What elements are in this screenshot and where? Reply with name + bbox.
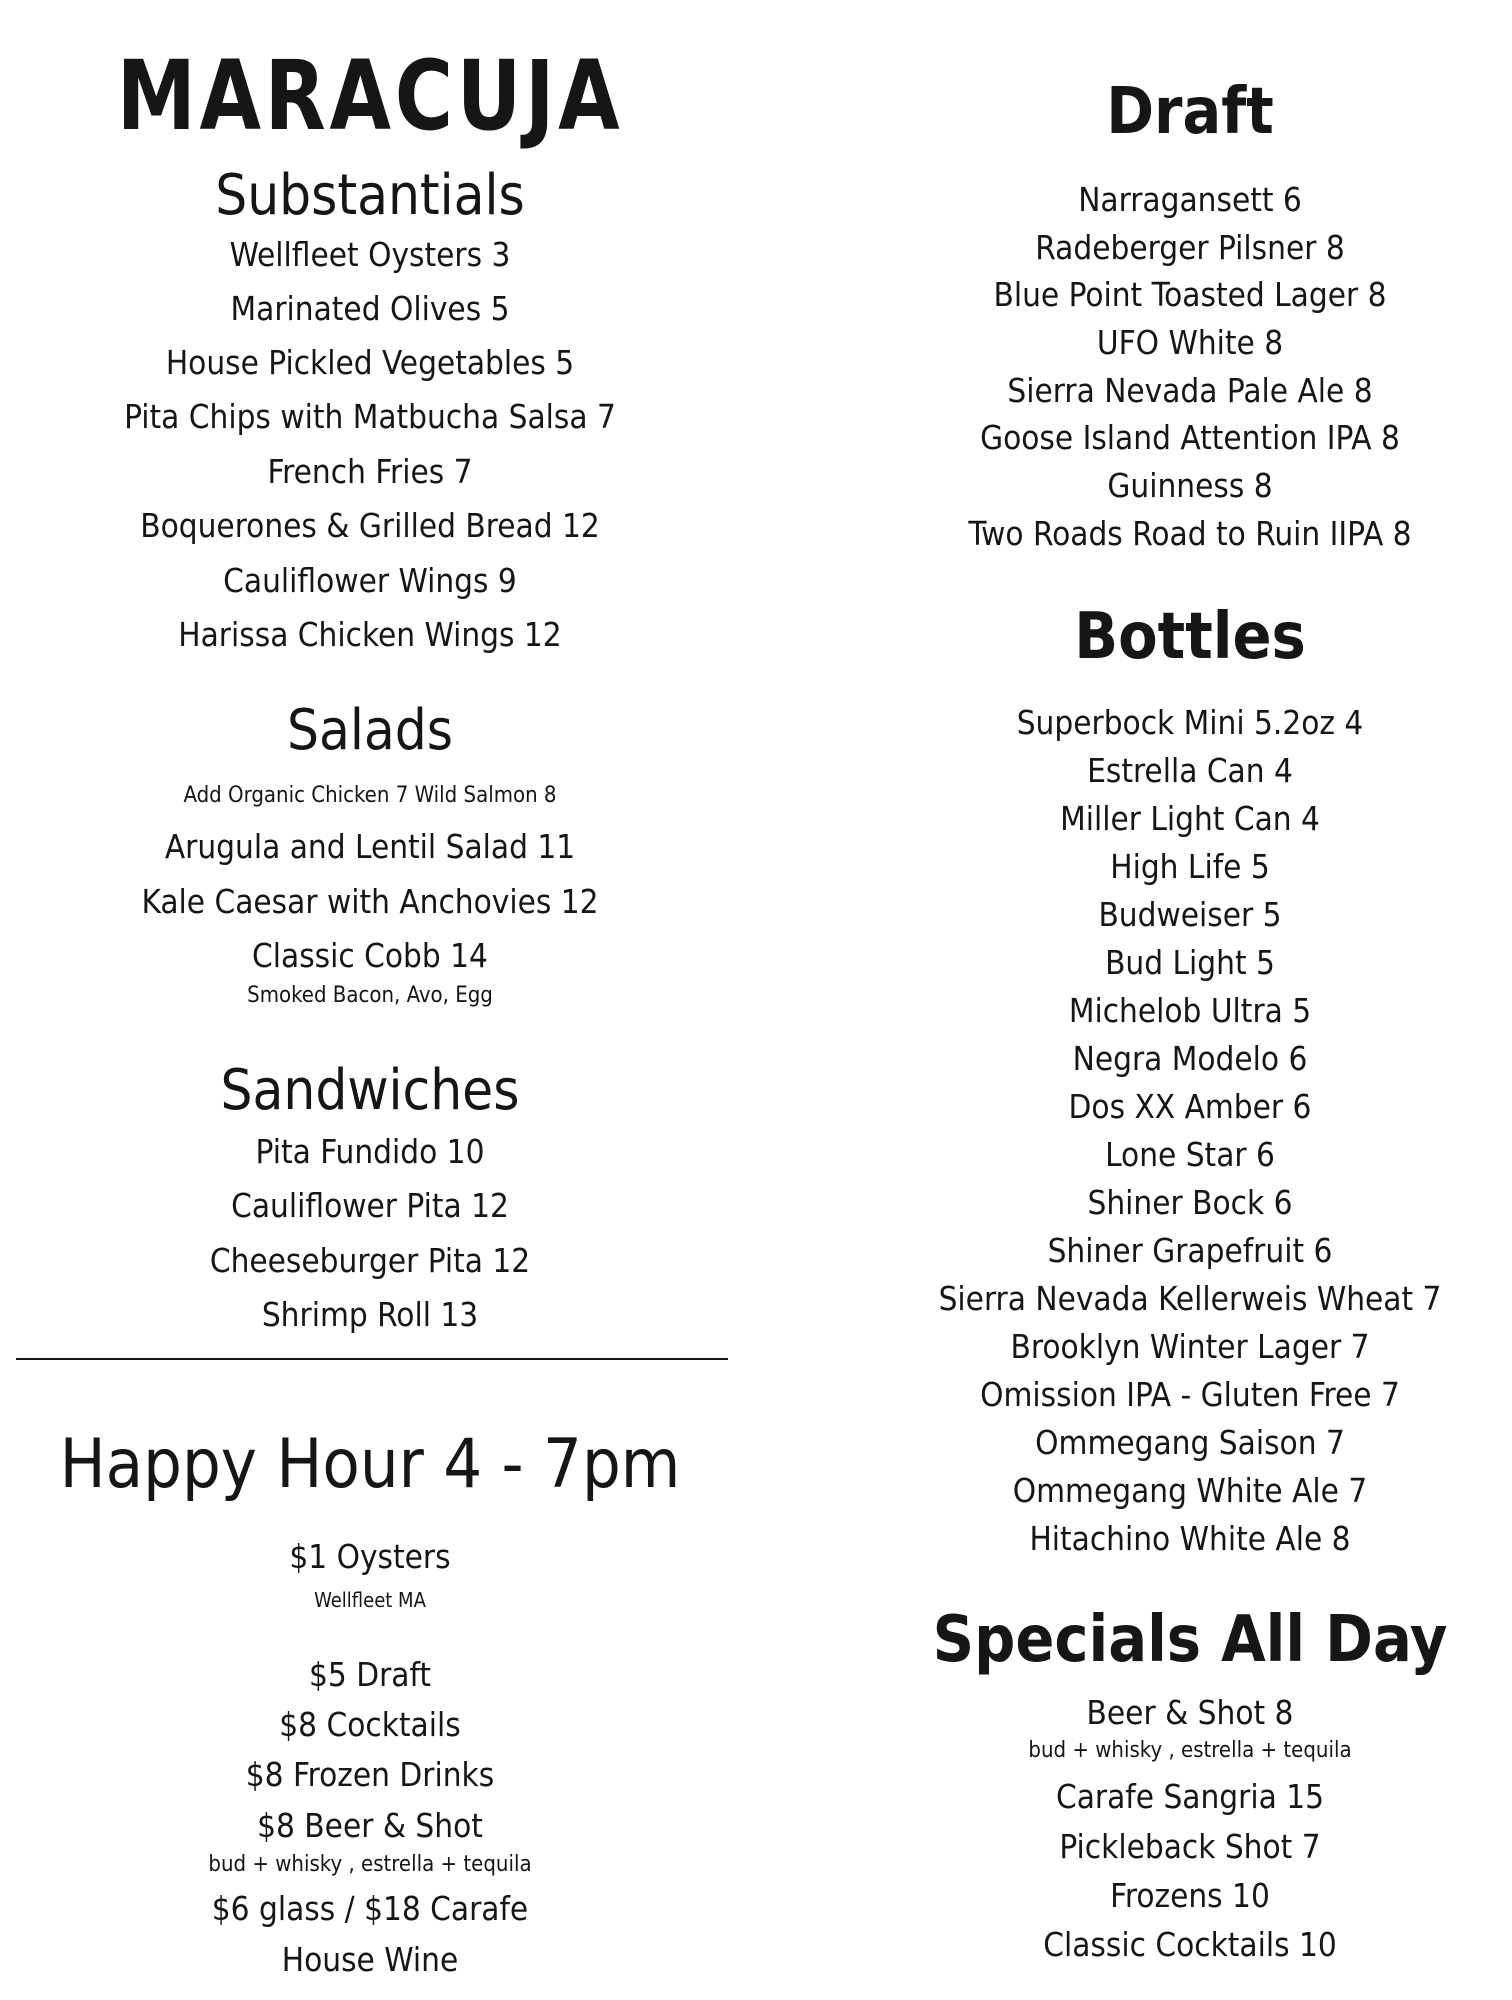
menu-item: Shiner Grapefruit 6 [1047, 1231, 1333, 1270]
menu-item: Classic Cobb 14 [252, 936, 488, 975]
menu-item: Narragansett 6 [1078, 180, 1302, 219]
menu-item: Frozens 10 [1110, 1876, 1270, 1915]
item-note: bud + whisky , estrella + tequila [208, 1852, 532, 1877]
item-note: bud + whisky , estrella + tequila [1028, 1738, 1352, 1763]
menu-item: Shiner Bock 6 [1087, 1183, 1293, 1222]
menu-item: Ommegang White Ale 7 [1012, 1471, 1368, 1510]
menu-item: $8 Cocktails [279, 1705, 461, 1744]
section-divider [16, 1358, 728, 1360]
menu-item: Sierra Nevada Pale Ale 8 [1007, 371, 1373, 410]
menu-item: Radeberger Pilsner 8 [1035, 228, 1345, 267]
menu-item: $6 glass / $18 Carafe [211, 1889, 529, 1928]
item-note: Wellfleet MA [314, 1588, 426, 1612]
menu-item: Classic Cocktails 10 [1043, 1925, 1337, 1964]
menu-item: Cheeseburger Pita 12 [209, 1241, 531, 1280]
menu-item: Hitachino White Ale 8 [1029, 1519, 1351, 1558]
menu-item: Pita Fundido 10 [255, 1132, 485, 1171]
menu-item: Pickleback Shot 7 [1059, 1827, 1321, 1866]
menu-item: UFO White 8 [1096, 323, 1284, 362]
menu-item: Shrimp Roll 13 [261, 1295, 479, 1334]
menu-item: Kale Caesar with Anchovies 12 [141, 882, 599, 921]
menu-item: Goose Island Attention IPA 8 [980, 418, 1400, 457]
menu-item: High Life 5 [1110, 847, 1270, 886]
menu-item: Ommegang Saison 7 [1035, 1423, 1345, 1462]
menu-item: Marinated Olives 5 [230, 289, 510, 328]
bottles-heading: Bottles [1074, 600, 1306, 674]
menu-item: Budweiser 5 [1098, 895, 1282, 934]
menu-item: Bud Light 5 [1105, 943, 1275, 982]
menu-item: Wellfleet Oysters 3 [229, 235, 511, 274]
menu-item: Pita Chips with Matbucha Salsa 7 [124, 397, 616, 436]
salads-heading: Salads [287, 698, 453, 763]
menu-item: Boquerones & Grilled Bread 12 [140, 506, 600, 545]
menu-item: House Pickled Vegetables 5 [165, 343, 575, 382]
happy-hour-heading: Happy Hour 4 - 7pm [59, 1425, 681, 1504]
menu-item: Omission IPA - Gluten Free 7 [980, 1375, 1400, 1414]
salads-addon: Add Organic Chicken 7 Wild Salmon 8 [183, 783, 557, 808]
menu-item: Miller Light Can 4 [1060, 799, 1320, 838]
sandwiches-heading: Sandwiches [220, 1058, 520, 1123]
menu-item: Cauliflower Pita 12 [231, 1186, 509, 1225]
menu-item: Blue Point Toasted Lager 8 [993, 275, 1387, 314]
specials-heading: Specials All Day [932, 1603, 1448, 1677]
menu-item: House Wine [281, 1940, 459, 1979]
menu-item: Michelob Ultra 5 [1068, 991, 1312, 1030]
menu-item: Guinness 8 [1107, 466, 1273, 505]
menu-item: Sierra Nevada Kellerweis Wheat 7 [938, 1279, 1442, 1318]
menu-item: $8 Frozen Drinks [245, 1755, 495, 1794]
menu-item: $5 Draft [309, 1655, 431, 1694]
menu-item: Beer & Shot 8 [1086, 1693, 1294, 1732]
brand-title: MARACUJA [116, 40, 624, 152]
menu-item: Dos XX Amber 6 [1068, 1087, 1312, 1126]
menu-item: Harissa Chicken Wings 12 [178, 615, 562, 654]
menu-item: Brooklyn Winter Lager 7 [1010, 1327, 1370, 1366]
menu-item: $1 Oysters [289, 1537, 451, 1576]
menu-item: Carafe Sangria 15 [1055, 1777, 1324, 1816]
menu-item: Two Roads Road to Ruin IIPA 8 [968, 514, 1412, 553]
substantials-heading: Substantials [215, 163, 525, 228]
menu-item: $8 Beer & Shot [257, 1806, 483, 1845]
menu-item: Lone Star 6 [1105, 1135, 1275, 1174]
menu-item: Superbock Mini 5.2oz 4 [1016, 703, 1364, 742]
menu-item: Cauliflower Wings 9 [223, 561, 517, 600]
menu-item: Negra Modelo 6 [1072, 1039, 1308, 1078]
menu-item: Estrella Can 4 [1087, 751, 1293, 790]
draft-heading: Draft [1106, 75, 1274, 149]
item-note: Smoked Bacon, Avo, Egg [247, 983, 493, 1008]
menu-item: Arugula and Lentil Salad 11 [164, 827, 576, 866]
menu-item: French Fries 7 [267, 452, 473, 491]
